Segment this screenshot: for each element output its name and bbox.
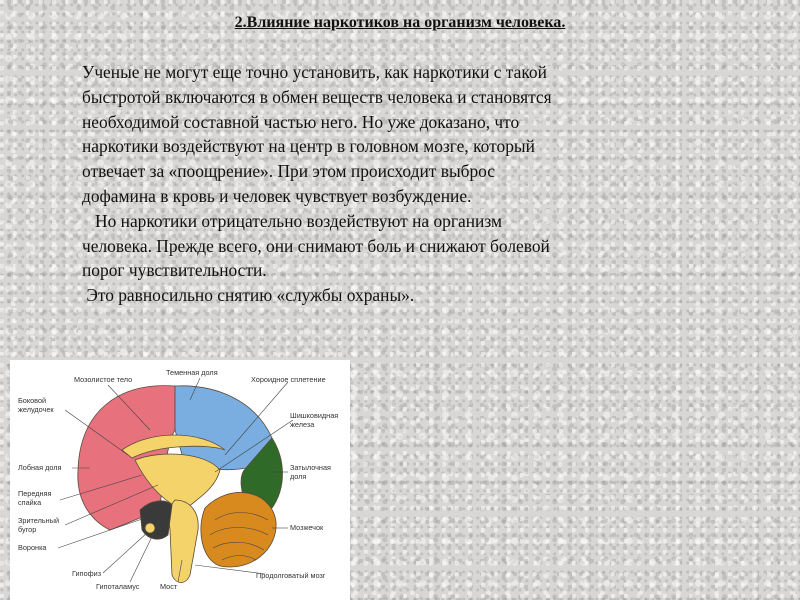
body-line: наркотики воздействуют на центр в головном мозге, который	[82, 136, 535, 157]
label-pineal-1: Шишковидная	[290, 411, 339, 420]
body-line: порог чувствительности.	[82, 260, 267, 281]
label-parietal-lobe: Теменная доля	[166, 368, 218, 377]
label-choroid-plexus: Хороидное сплетение	[251, 375, 326, 384]
body-line: быстротой включаются в обмен веществ человека и становятся	[82, 86, 552, 107]
body-line: отвечает за «поощрение». При этом происходит выброс	[82, 161, 496, 182]
label-pineal-2: железа	[290, 420, 315, 429]
brain-diagram	[10, 360, 350, 600]
body-line: человека. Прежде всего, они снимают боль и снижают болевой	[82, 235, 550, 256]
body-line: необходимой составной частью него. Но уже доказано, что	[82, 111, 520, 132]
brainstem	[169, 500, 198, 583]
label-medulla: Продолговатый мозг	[256, 571, 326, 580]
slide-title: 2.Влияние наркотиков на организм человека.	[234, 14, 566, 31]
label-cerebellum: Мозжечок	[290, 523, 324, 532]
label-pons: Мост	[160, 582, 178, 591]
body-line: Это равносильно снятию «службы охраны».	[82, 285, 415, 306]
body-line: Ученые не могут еще точно установить, как наркотики с такой	[82, 62, 547, 82]
label-lateral-ventricle-2: желудочек	[18, 405, 54, 414]
label-occipital-2: доля	[290, 472, 307, 481]
label-anterior-commissure-2: спайка	[18, 498, 42, 507]
label-anterior-commissure-1: Передняя	[18, 489, 52, 498]
pituitary-gland	[145, 523, 155, 533]
label-pituitary: Гипофиз	[72, 569, 102, 578]
cerebellum	[201, 492, 276, 567]
label-corpus-callosum: Мозолистое тело	[74, 375, 133, 384]
label-lateral-ventricle-1: Боковой	[18, 396, 47, 405]
label-thalamus-1: Зрительный	[18, 516, 60, 525]
label-hypothalamus: Гипоталамус	[96, 582, 140, 591]
label-funnel: Воронка	[18, 543, 47, 552]
body-text	[82, 60, 722, 308]
midbrain-region	[140, 501, 172, 539]
body-line: Но наркотики отрицательно воздействуют на организм	[82, 210, 502, 231]
label-occipital-1: Затылочная	[290, 463, 331, 472]
label-thalamus-2: бугор	[18, 525, 37, 534]
body-line: дофамина в кровь и человек чувствует возбуждение.	[82, 185, 472, 206]
label-frontal-lobe: Лобная доля	[18, 463, 62, 472]
